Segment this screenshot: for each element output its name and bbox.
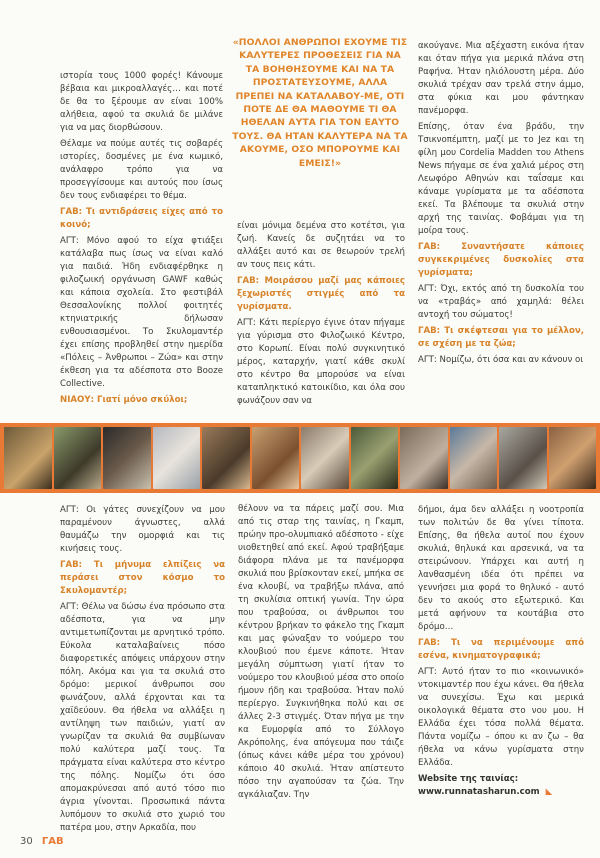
column-top-middle — [237, 220, 405, 411]
interview-question: ΓΑΒ: Τι μήνυμα ελπίζεις να περάσει στον κόσμο το Σκυλομαντέρ; — [60, 560, 225, 596]
paragraph: είναι μόνιμα δεμένα στο κοτέτσι, για ζωή. Κανείς δε συζητάει να το αλλάξει αυτό και σε θεωρούν τρελή αν τους πεις κάτι. — [237, 221, 405, 270]
paragraph: θέλουν να τα πάρεις μαζί σου. Μια από τις σταρ της ταινίας, η Γκαμπ, πρώην προ-ολυμπιακό αδέσποτο - είχε υιοθετηθεί από εκεί. Αφού τραβήξαμε διάφορα πλάνα με τα πανέμορφα σκυλιά που βρίσκονταν εκεί, μπήκα σε ένα κλουβί, να τραβήξω πλάνα, από τη σκυλίσια οπτική γωνία. Την ώρα που τραβούσα, οι άνθρωποι του κέντρου βρήκαν το φάκελο της Γκαμπ και μας φώναξαν το νούμερο του κλουβιού που έμενε κάποτε. Ήταν μεγάλη σύμπτωση γιατί ήταν το νούμερο του κλουβιού μέσα στο οποίο ήμουν ήδη και τραβούσα. Ήταν πολύ περίεργο. Συγκινήθηκα πολύ και σε άλλες 2-3 στιγμές. Όταν πήγα με την κα Ευμορφία από το Σύλλογο Ακρόπολης, ένα απόγευμα που τάιζε (όπως κάνει κάθε μέρα του χρόνου) κάποιο 40 σκυλιά. Ήταν απίστευτο πόσο την αγαπούσαν τα ζώα. Την αγκάλιαζαν. Την — [238, 504, 404, 800]
interview-question: ΓΑΒ: Συναντήσατε κάποιες συγκεκριμένες δυσκολίες στα γυρίσματα; — [418, 242, 584, 278]
interview-question: ΓΑΒ: Μοιράσου μαζί μας κάποιες ξεχωριστές στιγμές από τα γυρίσματα. — [237, 276, 405, 312]
page-number: 30 — [20, 836, 33, 847]
column-top-left — [60, 70, 223, 410]
website-line — [418, 773, 584, 799]
paragraph: ιστορία τους 1000 φορές! Κάνουμε βέβαια και μικροαλλαγές… και ποτέ δε θα το ξέρουμε αν είναι 100% αλήθεια, αφού τα σκυλιά δε μιλάνε για να μας διορθώσουν. — [60, 71, 223, 133]
paragraph: Επίσης, όταν ένα βράδυ, την Τσικνοπέμπτη, μαζί με το Jez και τη φίλη μου Cordelia Madden του Athens News πήγαμε σε ένα χαλιά μέρος στη Λεωφόρο Αθηνών και ταΐσαμε και κάναμε γυρίσματα με τα αδέσποτα εκεί. Τα βλέπουμε τα σκυλιά στην αρχή της ταινίας. Φοβάμαι για τη μοίρα τους. — [418, 122, 584, 236]
paragraph: ΑΓΤ: Αυτό ήταν το πιο «κοινωνικό» ντοκιμαντέρ που έχω κάνει. Θα ήθελα να συνεχίσω. Έχω και μερικά οικολογικά θέματα στο νου μου. Η Ελλάδα έχει τόσα πολλά θέματα. Πάντα νομίζω – όπου κι αν ζω – θα ήθελα να κάνω γυρίσματα στην Ελλάδα. — [418, 667, 584, 768]
pull-quote: «ΠΟΛΛΟΙ ΑΝΘΡΩΠΟΙ ΕΧΟΥΜΕ ΤΙΣ ΚΑΛΥΤΕΡΕΣ ΠΡΟΘΕΣΕΙΣ ΓΙΑ ΝΑ ΤΑ ΒΟΗΘΗΣΟΥΜΕ ΚΑΙ ΝΑ ΤΑ ΠΡΟΣΤΑΤΕΥΣΟΥΜΕ, ΑΛΛΑ ΠΡΕΠΕΙ ΝΑ ΚΑΤΑΛΑΒΟΥ-ΜΕ, ΟΤΙ ΠΟΤΕ ΔΕ ΘΑ ΜΑΘΟΥΜΕ ΤΙ ΘΑ ΗΘΕΛΑΝ ΑΥΤΑ ΓΙΑ ΤΟΝ ΕΑΥΤΟ ΤΟΥΣ. ΘΑ ΗΤΑΝ ΚΑΛΥΤΕΡΑ ΝΑ ΤΑ ΑΚΟΥΜΕ, ΟΣΟ ΜΠΟΡΟΥΜΕ ΚΑΙ ΕΜΕΙΣ!» — [232, 37, 408, 169]
page-footer — [20, 836, 64, 847]
column-bottom-right — [418, 504, 584, 802]
paragraph: ΑΓΤ: Νομίζω, ότι όσα και αν κάνουν οι — [418, 355, 584, 365]
dog-photo — [54, 427, 102, 489]
interview-question: ΓΑΒ: Τι σκέφτεσαι για το μέλλον, σε σχέση με τα ζώα; — [418, 326, 584, 349]
paragraph: ΑΓΤ: Κάτι περίεργο έγινε όταν πήγαμε για γύρισμα στο Φιλοζωικό Κέντρο, στο Κορωπί. Είναι πολύ συγκινητικό μέρος, καταρχήν, γιατί κάθε σκυλί στο κέντρο θα μπορούσε να είναι καταπληκτικό κατοικίδιο, και όλα σου φωνάζουν σαν να — [237, 318, 405, 406]
paragraph: ΑΓΤ: Όχι, εκτός από τη δυσκολία του να «τραβάς» από χαμηλά: θέλει αντοχή του σώματος! — [418, 284, 584, 320]
dog-photo — [351, 427, 399, 489]
paragraph: ΑΓΤ: Θέλω να δώσω ένα πρόσωπο στα αδέσποτα, για να μην αντιμετωπίζονται με αρνητικό τρόπο. Εύκολα καταλαβαίνεις πόσο διαφορετικές απόψεις υπάρχουν στην πόλη. Ακόμα και για τα σκυλιά στο δρόμο: μερικοί άνθρωποι σου φωνάζουν, αλλά έρχονται και τα χαϊδεύουν. Θα ήθελα να αλλάξει η αντίληψη των παιδιών, γιατί αν γνωρίζαν τα σκυλιά θα συμβίωναν πολύ καλύτερα μαζί τους. Τα πράγματα είναι καλύτερα στο κέντρο της πόλης. Νομίζω ότι όσο απομακρύνεσαι από αυτό τόσο πιο άγρια γίνονται. Προσωπικά πάντα λυπόμουν το σκυλιά στο χωριό του πατέρα μου, στην Αρκαδία, που — [60, 602, 225, 833]
dog-photo — [4, 427, 52, 489]
column-top-right — [418, 40, 584, 370]
dog-photo — [549, 427, 597, 489]
dog-photo — [252, 427, 300, 489]
dog-photo — [400, 427, 448, 489]
website-link[interactable]: www.runnatasharun.com — [418, 787, 540, 797]
paragraph: ΑΓΤ: Μόνο αφού το είχα φτιάξει κατάλαβα πως ίσως να είναι καλό για παιδιά. Ήδη ενδιαφέρθηκε η φιλοζωική οργάνωση GAWF καθώς και κάποια σχολεία. Στο φεστιβάλ Θεσσαλονίκης πολλοί φοιτητές κτηνιατρικής δήλωσαν ενθουσιασμένοι. Το Σκυλομαντέρ έχει επίσης προβληθεί στην ημερίδα «Πόλεις – Άνθρωποι – Ζώα» και στην έκθεση για τα αδέσποτα στο Booze Collective. — [60, 236, 223, 389]
dog-photo — [450, 427, 498, 489]
dog-photo — [499, 427, 547, 489]
website-label: Website της ταινίας: — [418, 774, 519, 784]
dog-photo — [153, 427, 201, 489]
paragraph: ακούγανε. Μια αξέχαστη εικόνα ήταν και όταν πήγα για μερικά πλάνα στη Ραφήνα. Ήταν ηλιόλουστη μέρα. Δύο σκυλιά τρέχαν σαν τρελά στην άμμο, στα φύκια και μου φάντηκαν πανέμορφα. — [418, 41, 584, 116]
magazine-logo: ΓΑΒ — [41, 836, 64, 847]
dog-photo — [301, 427, 349, 489]
interview-question: ΓΑΒ: Τι να περιμένουμε από εσένα, κινηματογραφικά; — [418, 638, 584, 661]
interview-question: ΓΑΒ: Τι αντιδράσεις είχες από το κοινό; — [60, 207, 223, 230]
paragraph: δήμοι, άμα δεν αλλάξει η νοοτροπία των πολιτών δε θα γίνει τίποτα. Επίσης, θα ήθελα αυτοί που έχουν σκυλιά, θηλυκά και αρσενικά, να τα στειρώνουν. Υπάρχει και αυτή η λανθασμένη ιδέα ότι πρέπει να γεννήσει μια φορά το θηλυκό - αυτό δεν το ακούς στο εξωτερικό. Και μετά αφήνουν τα κουτάβια στο δρόμο… — [418, 505, 584, 632]
paragraph: Θέλαμε να πούμε αυτές τις σοβαρές ιστορίες, δοσμένες με ένα κωμικό, ανάλαφρο τρόπο για να προσεγγίσουμε και αυτούς που ίσως δεν τους ενδιαφέρει το θέμα. — [60, 139, 223, 201]
end-mark-icon: ◣ — [545, 787, 553, 797]
dog-photo — [103, 427, 151, 489]
photo-row — [4, 427, 596, 489]
interview-question: ΝΙΑΟΥ: Γιατί μόνο σκύλοι; — [60, 395, 188, 405]
column-bottom-left — [60, 504, 225, 838]
dog-photo — [202, 427, 250, 489]
column-bottom-middle — [238, 503, 404, 805]
paragraph: ΑΓΤ: Οι γάτες συνεχίζουν να μου παραμένουν άγνωστες, αλλά θαυμάζω την ομορφιά και τις κινήσεις τους. — [60, 505, 225, 554]
